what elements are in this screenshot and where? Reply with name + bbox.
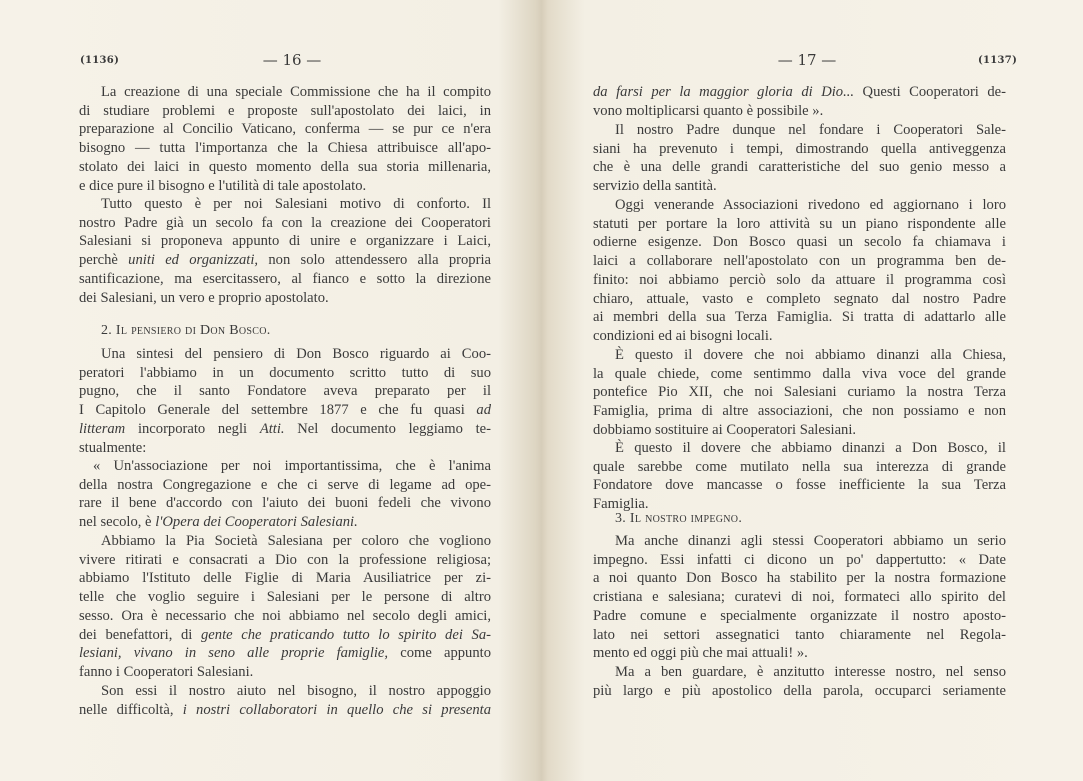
text-line: Fondatore dove mancasse o fosse inefficiente la sua Terza bbox=[593, 477, 1006, 494]
text-line: e dice pure il bisogno e l'utilità di tale apostolato. bbox=[79, 177, 367, 194]
right-page bbox=[541, 0, 1083, 781]
text-line: servizio della santità. bbox=[593, 178, 717, 195]
right-page-header bbox=[541, 51, 1083, 71]
left-header-code: (1136) bbox=[80, 55, 120, 66]
text-run: Questi Cooperatori de- bbox=[862, 84, 1006, 100]
text-line: Ma a ben guardare, è anzitutto interesse nostro, nel senso bbox=[615, 664, 1006, 680]
italic-run: i nostri collaboratori in quello che si presenta bbox=[182, 701, 491, 718]
text-line: finito: noi abbiamo perciò solo da attuare il programma così bbox=[593, 271, 1006, 288]
text-line: Abbiamo la Pia Società Salesiana per coloro che vogliono bbox=[101, 533, 491, 549]
text-line: Il nostro Padre dunque nel fondare i Cooperatori Sale- bbox=[615, 122, 1006, 138]
italic-run: lesiani, vivano in seno alle proprie famiglie, bbox=[79, 645, 389, 662]
text-line bbox=[79, 701, 491, 720]
text-run: come appunto bbox=[400, 645, 491, 662]
text-line: pontefice Pio XII, che noi Salesiani curiamo la nostra Terza bbox=[593, 384, 1006, 401]
text-line: della nostra Congregazione e che ci serve di legame ad ope- bbox=[79, 476, 491, 493]
italic-run: da farsi per la maggior gloria di Dio... bbox=[593, 84, 855, 100]
left-page-number: — 16 — bbox=[262, 51, 322, 69]
left-paragraph-6 bbox=[79, 682, 491, 719]
left-paragraph-4 bbox=[79, 457, 491, 532]
right-page-number: — 17 — bbox=[777, 51, 837, 69]
text-line: Salesiani si proponeva appunto di unire e organizzare i Laici, bbox=[79, 233, 491, 250]
italic-run: Atti. bbox=[259, 420, 285, 437]
text-line: cristiana e salesiana; curatevi di noi, formateci allo spirito del bbox=[593, 589, 1006, 606]
text-line: quale sarebbe come mutilato nella sua interezza di grande bbox=[593, 458, 1006, 475]
text-run: nelle difficoltà, bbox=[79, 701, 174, 718]
text-run: incorporato negli bbox=[137, 420, 248, 437]
text-line: vivere ritirati e consacrati a Dio con la professione religiosa; bbox=[79, 551, 491, 568]
text-line: È questo il dovere che abbiamo dinanzi a Don Bosco, il bbox=[615, 440, 1006, 456]
right-header-code: (1137) bbox=[978, 55, 1018, 66]
text-line bbox=[79, 644, 491, 663]
heading-text: 3. Il nostro impegno. bbox=[615, 511, 743, 526]
text-run: non solo attendessero alla propria bbox=[268, 252, 491, 269]
text-run: Nel documento leggiamo te- bbox=[297, 420, 491, 437]
text-run: perchè bbox=[79, 252, 118, 269]
italic-run: gente che praticando tutto lo spirito dei Sa- bbox=[201, 626, 491, 643]
text-line: nostro Padre già un secolo fa con la creazione dei Cooperatori bbox=[79, 214, 491, 231]
text-line bbox=[79, 401, 491, 420]
text-line: Ma anche dinanzi agli stessi Cooperatori abbiamo un serio bbox=[615, 533, 1006, 549]
text-line: abbiamo l'Istituto delle Figlie di Maria Ausiliatrice per zi- bbox=[79, 570, 491, 587]
text-line: « Un'associazione per noi importantissima, che è l'anima bbox=[93, 458, 491, 474]
section-heading-3 bbox=[593, 510, 1006, 529]
text-line: che è una delle grandi caratteristiche del suo genio messo a bbox=[593, 159, 1006, 176]
right-paragraph-6 bbox=[593, 532, 1006, 663]
text-line bbox=[79, 626, 491, 645]
text-line: condizioni ed ai bisogni locali. bbox=[593, 327, 773, 344]
text-line: rare il bene d'accordo con l'aiuto dei buoni fedeli che vivono bbox=[79, 495, 491, 512]
text-run: nel secolo, è bbox=[79, 514, 152, 531]
left-page-header bbox=[0, 51, 540, 71]
text-line: Tutto questo è per noi Salesiani motivo di conforto. Il bbox=[101, 196, 491, 212]
text-line: statuti per portare la loro attività su un piano rispondente alle bbox=[593, 215, 1006, 232]
right-paragraph-5 bbox=[593, 439, 1006, 514]
text-line: siani ha prevenuto i tempi, dimostrando quella antiveggenza bbox=[593, 140, 1006, 157]
italic-run: uniti ed organizzati, bbox=[128, 252, 259, 269]
text-line: la quale chiede, come sentimmo dalla viva voce del grande bbox=[593, 365, 1006, 382]
text-line: Son essi il nostro aiuto nel bisogno, il nostro appoggio bbox=[101, 683, 491, 699]
text-line: sesso. Ora è necessario che noi abbiamo nel secolo degli amici, bbox=[79, 607, 491, 624]
text-line: pugno, che il santo Fondatore aveva preparato per il bbox=[79, 383, 491, 400]
text-line: Padre comune e specialmente organizzate il nostro aposto- bbox=[593, 607, 1006, 624]
text-line: mento ed oggi più che mai attuali! ». bbox=[593, 645, 808, 662]
text-line: ai membri della sua Terza Famiglia. Si tratta di adattarlo alle bbox=[593, 309, 1006, 326]
text-line: Famiglia, prima di altre associazioni, che non possiamo e non bbox=[593, 403, 1006, 420]
text-line: impegno. Essi infatti ci dicono un po' dappertutto: « Date bbox=[593, 551, 1006, 568]
text-line bbox=[79, 251, 491, 270]
right-paragraph-7 bbox=[593, 663, 1006, 700]
text-line: stolato dei laici in questo momento della sua storia millenaria, bbox=[79, 158, 491, 175]
text-line: di studiare problemi e proposte sull'apostolato dei laici, in bbox=[79, 102, 491, 119]
text-line: La creazione di una speciale Commissione che ha il compito bbox=[101, 84, 491, 100]
text-line: telle che voglio seguire i Salesiani per le persone di altro bbox=[79, 589, 491, 606]
right-paragraph-1 bbox=[593, 83, 1006, 120]
text-line: peratori l'abbiamo in un documento scritto tutto di suo bbox=[79, 364, 491, 381]
text-line: santificazione, ma esercitassero, al fianco e sotto la direzione bbox=[79, 270, 491, 287]
text-line: bisogno — tutta l'importanza che la Chiesa attribuisce all'apo- bbox=[79, 140, 491, 157]
right-paragraph-4 bbox=[593, 346, 1006, 440]
text-line: dei Salesiani, un vero e proprio apostolato. bbox=[79, 289, 329, 306]
text-line: dobbiamo sostituire ai Cooperatori Salesiani. bbox=[593, 421, 857, 438]
italic-run: l'Opera dei Cooperatori Salesiani. bbox=[155, 514, 358, 531]
text-line: Famiglia. bbox=[593, 496, 649, 513]
left-page bbox=[0, 0, 540, 781]
text-line: odierne esigenze. Don Bosco quasi un secolo fa chiamava i bbox=[593, 234, 1006, 251]
text-run: dei benefattori, di bbox=[79, 626, 193, 643]
text-line: più largo e più apostolico della parola, occuparci seriamente bbox=[593, 682, 1006, 699]
text-line: preparazione al Concilio Vaticano, conferma — se pur ce n'era bbox=[79, 121, 491, 138]
text-line: fanno i Cooperatori Salesiani. bbox=[79, 663, 254, 680]
text-line bbox=[593, 83, 1006, 102]
left-paragraph-1 bbox=[79, 83, 491, 195]
right-paragraph-3 bbox=[593, 196, 1006, 346]
section-heading-2 bbox=[79, 322, 491, 341]
heading-text: 2. Il pensiero di Don Bosco. bbox=[101, 323, 271, 338]
italic-run: ad bbox=[476, 402, 491, 419]
right-paragraph-2 bbox=[593, 121, 1006, 196]
text-line: È questo il dovere che noi abbiamo dinanzi alla Chiesa, bbox=[615, 347, 1006, 363]
text-line: stualmente: bbox=[79, 439, 147, 456]
text-line: vono moltiplicarsi quanto è possibile ». bbox=[593, 102, 824, 119]
text-run: I Capitolo Generale del settembre 1877 e che fu quasi bbox=[79, 402, 465, 419]
text-line: Una sintesi del pensiero di Don Bosco riguardo ai Coo- bbox=[101, 346, 491, 362]
left-paragraph-2 bbox=[79, 195, 491, 307]
text-line bbox=[79, 420, 491, 439]
left-paragraph-3 bbox=[79, 345, 491, 457]
text-line: laici a collaborare nell'apostolato con un programma ben de- bbox=[593, 253, 1006, 270]
text-line: lato nei settori assegnatici tanto chiaramente nel Regola- bbox=[593, 626, 1006, 643]
text-line: a noi quanto Don Bosco ha stabilito per la nostra formazione bbox=[593, 570, 1006, 587]
text-line: chiaro, attuale, vasto e completo segnato dal nostro Padre bbox=[593, 290, 1006, 307]
text-line: Oggi venerande Associazioni rivedono ed aggiornano i loro bbox=[615, 197, 1006, 213]
text-line bbox=[79, 513, 491, 532]
left-paragraph-5 bbox=[79, 532, 491, 682]
italic-run: litteram bbox=[79, 420, 126, 437]
